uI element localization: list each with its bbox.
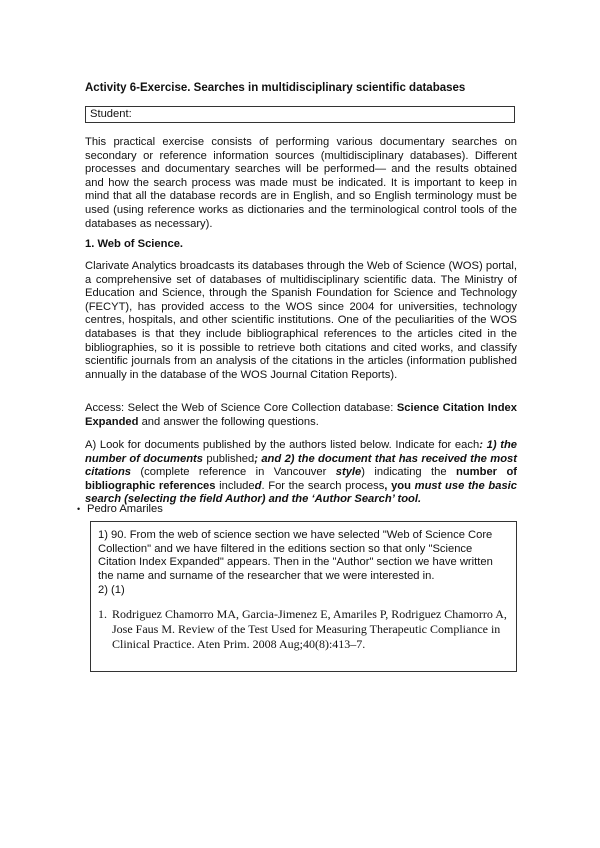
intro-paragraph: This practical exercise consists of performing various documentary searches on secondary or reference information sources (multidisciplinary databases). Different processes and documentary searches will be performed— and the results obtained and how the search process was made must be indicated. It is important to keep in mind that all the database records are in English, and so English terminology must be used (using reference works as dictionaries and the terminological control tools of the databases as necessary).	[85, 136, 517, 230]
question-emphasis: ‘Author Search	[308, 493, 392, 506]
student-label: Student:	[90, 108, 132, 120]
question-text: A) Look for documents published by the authors listed below. Indicate for each	[85, 439, 480, 451]
question-text: ; and 2) the document that has received	[254, 452, 471, 465]
reference-entry	[98, 607, 510, 652]
question-paragraph	[85, 439, 517, 507]
answer-part-2: 2) (1)	[98, 584, 125, 596]
question-text: : 1)	[479, 439, 501, 451]
access-paragraph	[85, 402, 517, 429]
question-emphasis: the most citations	[85, 452, 517, 479]
section-heading: 1. Web of Science.	[85, 238, 184, 250]
reference-number: 1.	[98, 607, 107, 621]
student-field[interactable]	[85, 106, 515, 123]
access-prefix: Access: Select the Web of Science Core Collection database:	[85, 402, 397, 414]
question-emphasis: the number of documents	[85, 439, 517, 465]
page-title: Activity 6-Exercise. Searches in multidisciplinary scientific databases	[85, 82, 466, 94]
question-emphasis: style	[335, 466, 362, 479]
access-suffix: and answer the following questions.	[138, 415, 319, 428]
question-text: include	[215, 479, 255, 492]
question-text: published	[202, 452, 255, 465]
question-text: . For the search process	[261, 479, 385, 492]
question-text: ) indicating the	[361, 466, 457, 479]
bullet-icon: •	[77, 504, 81, 514]
answer-box[interactable]	[90, 521, 517, 672]
reference-text: Rodriguez Chamorro MA, Garcia-Jimenez E, Amariles P, Rodriguez Chamorro A, Jose Faus M. Review of the Test Used for Measuring Therapeutic Compliance in Clinical Practice. Aten Prim. 2008 Aug;40(8):413–7.	[112, 607, 507, 651]
question-text: , you	[384, 479, 415, 492]
question-text: (complete reference in Vancouver	[131, 466, 336, 479]
answer-part-1: 1) 90. From the web of science section we have selected "Web of Science Core Collection" and we have filtered in the editions section so that only "Science Citation Index Expanded" appears. Then in the "Author" section we have written the name and surname of the researcher that we were interested in.	[98, 529, 493, 582]
question-emphasis: number of bibliographic references	[85, 466, 517, 492]
author-name: Pedro Amariles	[87, 503, 163, 515]
author-list-item	[77, 503, 163, 517]
question-emphasis: must use the basic search (selecting the field Author) and the	[85, 479, 517, 506]
wos-paragraph: Clarivate Analytics broadcasts its databases through the Web of Science (WOS) portal, a comprehensive set of databases of multidisciplinary scientific data. The Ministry of Education and Science, through the Spanish Foundation for Science and Technology (FECYT), has provided access to the WOS since 2004 for universities, technology centres, hospitals, and other scientific institutions. One of the peculiarities of the WOS databases is that they include bibliographical references to the articles cited in the bibliographies, so it is possible to retrieve both citations and cited works, and classify scientific journals from an analysis of the citations in the articles (information published annually in the database of the WOS Journal Citation Reports).	[85, 260, 517, 381]
question-emphasis: ’ tool.	[391, 493, 422, 506]
question-text: d	[254, 479, 262, 492]
database-name: Science Citation Index Expanded	[85, 402, 517, 428]
